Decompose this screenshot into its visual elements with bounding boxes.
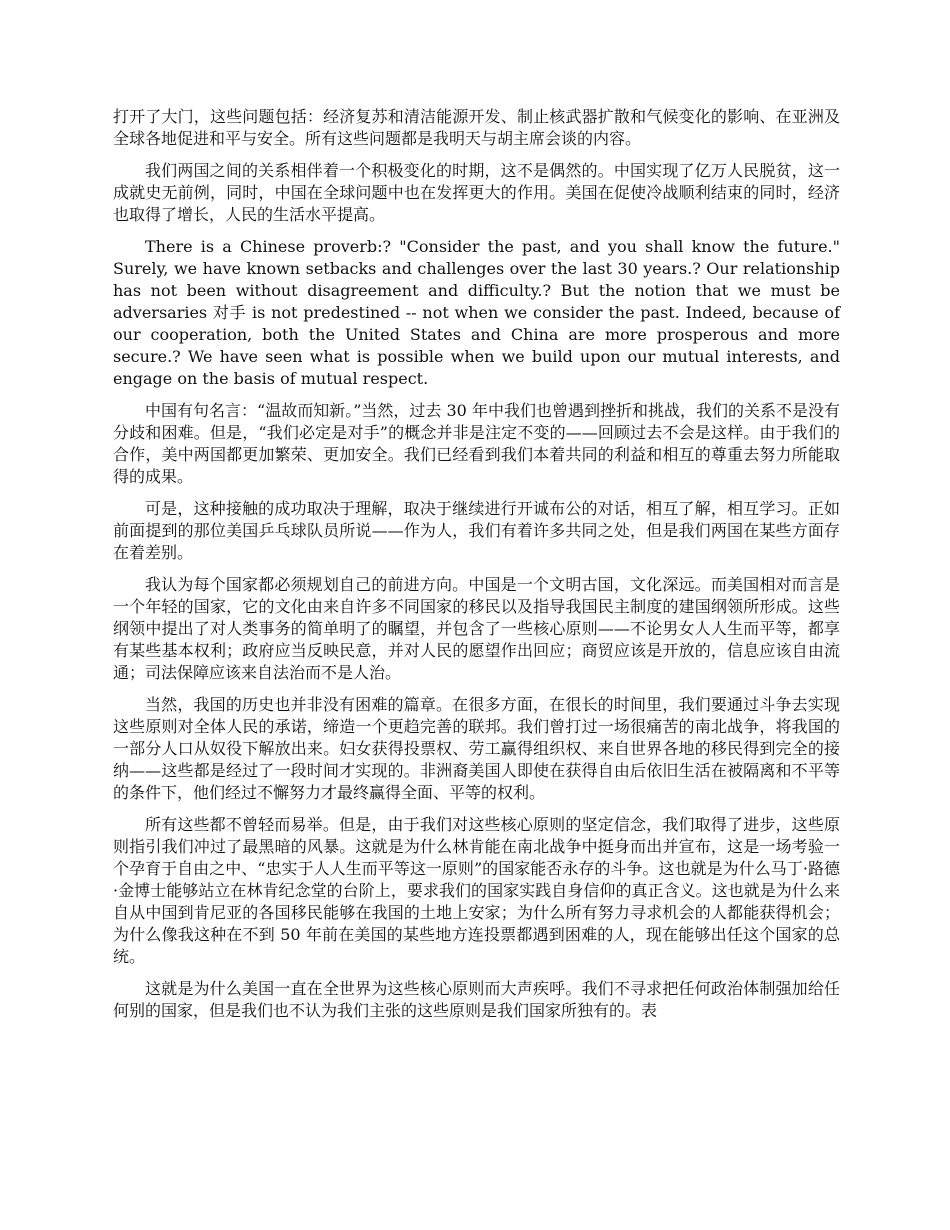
paragraph-core-principles: 所有这些都不曾轻而易举。但是，由于我们对这些核心原则的坚定信念，我们取得了进步，这些原则指引我们冲过了最黑暗的风暴。这就是为什么林肯能在南北战争中挺身而出并宣布，这是一场考验一个孕育于自由之中、“忠实于人人生而平等这一原则”的国家能否永存的斗争。这也就是为什么马丁·路德·金博士能够站立在林肯纪念堂的台阶上，要求我们的国家实践自身信仰的真正含义。这也就是为什么来自从中国到肯尼亚的各国移民能够在我国的土地上安家；为什么所有努力寻求机会的人都能获得机会；为什么像我这种在不到 50 年前在美国的某些地方连投票都遇到困难的人，现在能够出任这个国家的总统。 (113, 815, 840, 966)
paragraph-english-proverb: There is a Chinese proverb:? "Consider the past, and you shall know the future." Surely, we have known setbacks and challenges over the last 30 years.? Our relationship has not been without disagreement and difficulty.? But the notion that we must be adversaries 对手 is not predestined -- not when we consider the past. Indeed, because of our cooperation, both the United States and China are more prosperous and more secure.? We have seen what is possible when we build upon our mutual interests, and engage on the basis of mutual respect. (113, 237, 840, 388)
paragraph-history: 当然，我国的历史也并非没有困难的篇章。在很多方面，在很长的时间里，我们要通过斗争去实现这些原则对全体人民的承诺，缔造一个更趋完善的联邦。我们曾打过一场很痛苦的南北战争，将我国的一部分人口从奴役下解放出来。妇女获得投票权、劳工赢得组织权、来自世界各地的移民得到完全的接纳——这些都是经过了一段时间才实现的。非洲裔美国人即使在获得自由后依旧生活在被隔离和不平等的条件下，他们经过不懈努力才最终赢得全面、平等的权利。 (113, 695, 840, 802)
paragraph-continuation: 打开了大门，这些问题包括：经济复苏和清洁能源开发、制止核武器扩散和气候变化的影响、在亚洲及全球各地促进和平与安全。所有这些问题都是我明天与胡主席会谈的内容。 (113, 107, 840, 148)
paragraph-proverb-translation: 中国有句名言：“温故而知新。”当然，过去 30 年中我们也曾遇到挫折和挑战，我们的关系不是没有分歧和困难。但是，“我们必定是对手”的概念并非是注定不变的——回顾过去不会是这样。由于我们的合作，美中两国都更加繁荣、更加安全。我们已经看到我们本着共同的利益和相互的尊重去努力所能取得的成果。 (113, 401, 840, 486)
paragraph-understanding: 可是，这种接触的成功取决于理解，取决于继续进行开诚布公的对话，相互了解，相互学习。正如前面提到的那位美国乒乓球队员所说——作为人，我们有着许多共同之处，但是我们两国在某些方面存在着差别。 (113, 499, 840, 562)
document-page (113, 106, 840, 1032)
paragraph-national-path: 我认为每个国家都必须规划自己的前进方向。中国是一个文明古国，文化深远。而美国相对而言是一个年轻的国家，它的文化由来自许多不同国家的移民以及指导我国民主制度的建国纲领所形成。这些纲领中提出了对人类事务的简单明了的瞩望，并包含了一些核心原则——不论男女人人生而平等，都享有某些基本权利；政府应当反映民意，并对人民的愿望作出回应；商贸应该是开放的，信息应该自由流通；司法保障应该来自法治而不是人治。 (113, 575, 840, 682)
paragraph-relations-change: 我们两国之间的关系相伴着一个积极变化的时期，这不是偶然的。中国实现了亿万人民脱贫，这一成就史无前例，同时，中国在全球问题中也在发挥更大的作用。美国在促使冷战顺利结束的同时，经济也取得了增长，人民的生活水平提高。 (113, 161, 840, 224)
paragraph-advocacy: 这就是为什么美国一直在全世界为这些核心原则而大声疾呼。我们不寻求把任何政治体制强加给任何别的国家，但是我们也不认为我们主张的这些原则是我们国家所独有的。表 (113, 979, 840, 1020)
